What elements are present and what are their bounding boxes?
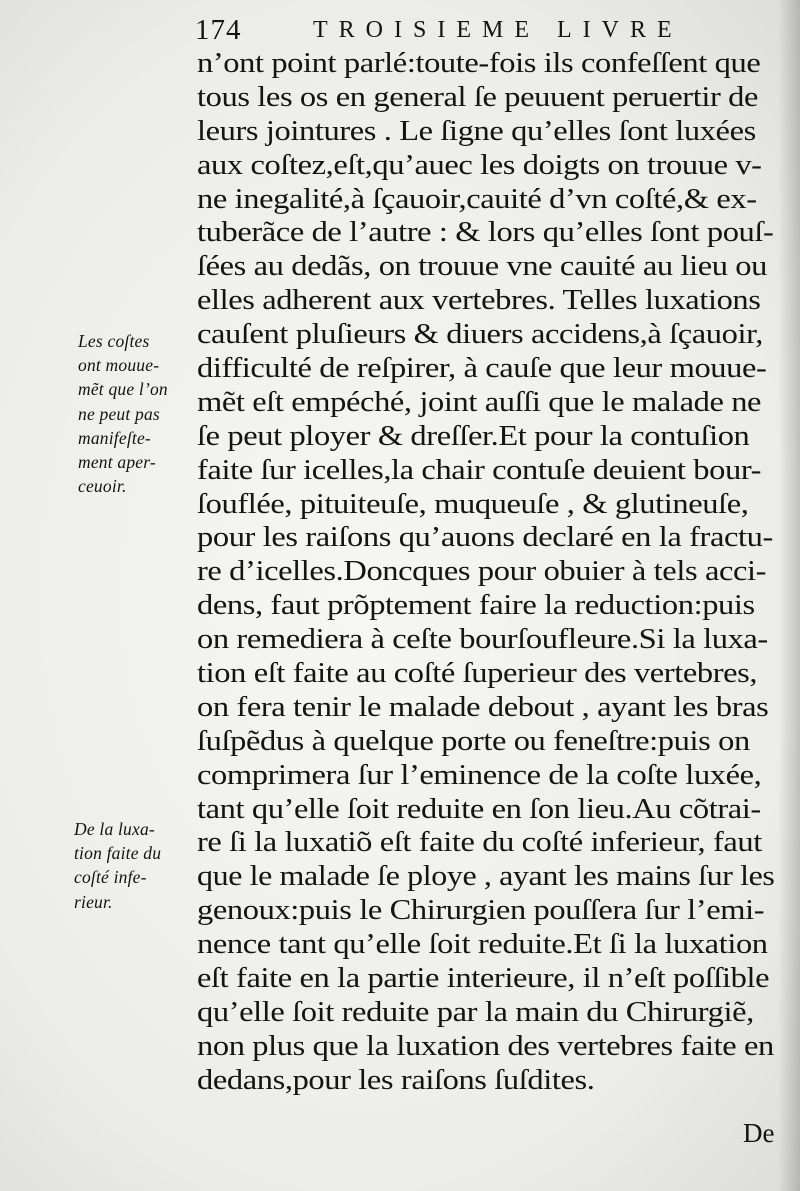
text-line: ſées au dedãs, on trouue vne cauité au lieu ou xyxy=(197,250,768,283)
text-line: genoux:puis le Chirurgien pouſſera ſur l’emi- xyxy=(197,894,765,927)
text-line: on remediera à ceſte bourſoufleure.Si la luxa- xyxy=(197,623,768,656)
margin-note-line: manifeſte- xyxy=(78,427,151,448)
text-line: non plus que la luxation des vertebres faite en xyxy=(197,1029,774,1062)
text-line: qu’elle ſoit reduite par la main du Chirurgiẽ, xyxy=(197,995,754,1028)
text-line: aux coſtez,eſt,qu’auec les doigts on trouue v- xyxy=(197,148,762,181)
margin-note-line: ceuoir. xyxy=(78,476,127,497)
text-line: on fera tenir le malade debout , ayant les bras xyxy=(197,690,769,723)
margin-note-line: De la luxa- xyxy=(74,819,155,839)
text-line: dedans,pour les raiſons ſuſdites. xyxy=(197,1063,595,1096)
margin-note-line: mẽt que l’on xyxy=(78,379,168,400)
margin-note-line: ne peut pas xyxy=(78,403,160,424)
text-line: eſt faite en la partie interieure, il n’eſt poſſible xyxy=(197,962,770,995)
text-line: elles adherent aux vertebres. Telles luxations xyxy=(197,284,761,317)
margin-note-line: Les coſtes xyxy=(78,331,150,351)
text-line: ſuſpẽdus à quelque porte ou feneſtre:puis on xyxy=(197,724,750,757)
running-title: TROISIEME LIVRE xyxy=(313,17,683,43)
text-line: tous les os en general ſe peuuent peruertir de xyxy=(197,80,758,113)
text-line: ne inegalité,à ſçauoir,cauité d’vn coſté,& ex- xyxy=(197,182,757,215)
main-text-block xyxy=(197,47,777,1098)
text-line: n’ont point parlé:toute-fois ils confeſſent que xyxy=(197,47,761,79)
text-line: difficulté de reſpirer, à cauſe que leur mouue- xyxy=(197,352,767,385)
text-line: pour les raiſons qu’auons declaré en la fractu- xyxy=(197,521,773,554)
text-line: dens, faut prõptement faire la reduction:puis xyxy=(197,589,755,622)
text-line: comprimera ſur l’eminence de la coſte luxée, xyxy=(197,758,762,791)
margin-note-line: coſté infe- xyxy=(74,867,147,888)
catchword: De xyxy=(743,1118,775,1148)
text-line: nence tant qu’elle ſoit reduite.Et ſi la luxation xyxy=(197,928,768,961)
text-line: leurs jointures . Le ſigne qu’elles ſont luxées xyxy=(197,114,756,147)
margin-note-lower-luxation xyxy=(74,817,192,914)
text-line: tion eſt faite au coſté ſuperieur des vertebres, xyxy=(197,657,758,690)
margin-note-line: ont mouue- xyxy=(78,355,160,376)
text-line: tuberãce de l’autre : & lors qu’elles ſont pouſ- xyxy=(197,216,774,249)
text-line: que le malade ſe ploye , ayant les mains ſur les xyxy=(197,860,775,893)
text-line: ſouflée, pituiteuſe, muqueuſe , & glutineuſe, xyxy=(197,487,749,520)
text-line: tant qu’elle ſoit reduite en ſon lieu.Au cõtrai- xyxy=(197,792,761,825)
margin-note-line: tion faite du xyxy=(74,843,162,864)
margin-note-ribs-movement xyxy=(78,329,196,498)
text-line: faite ſur icelles,la chair contuſe deuient bour- xyxy=(197,453,762,486)
margin-note-line: rieur. xyxy=(74,891,113,912)
text-line: re ſi la luxatiõ eſt faite du coſté inferieur, faut xyxy=(197,826,762,859)
page-number: 174 xyxy=(195,14,242,46)
text-line: cauſent pluſieurs & diuers accidens,à ſçauoir, xyxy=(197,318,764,351)
margin-note-line: ment aper- xyxy=(78,452,156,473)
text-line: mẽt eſt empéché, joint auſſi que le malade ne xyxy=(197,385,762,418)
text-line: ſe peut ployer & dreſſer.Et pour la contuſion xyxy=(197,419,750,452)
text-line: re d’icelles.Doncques pour obuier à tels acci- xyxy=(197,555,767,588)
